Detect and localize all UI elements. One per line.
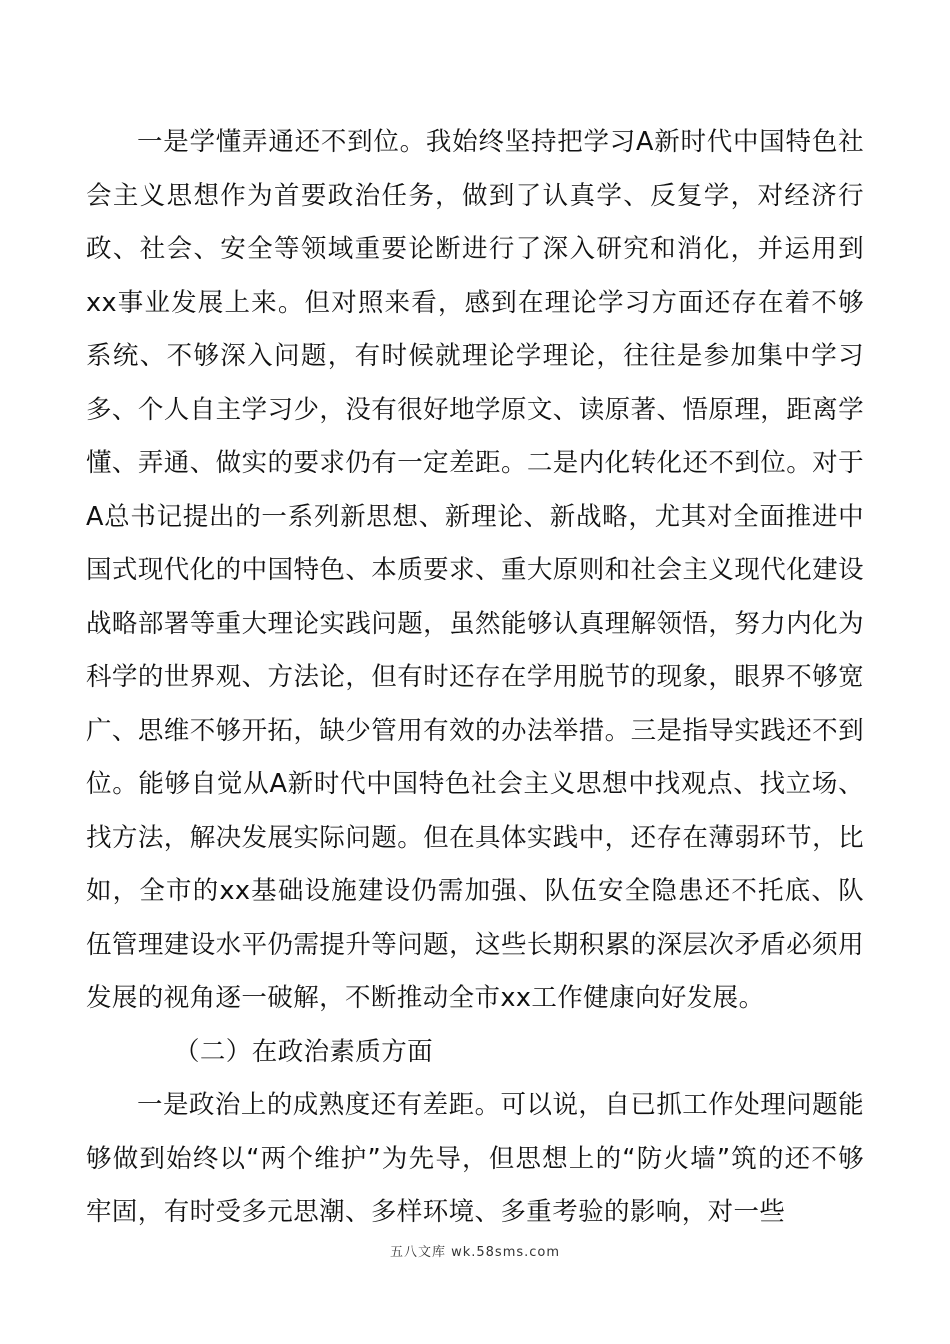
footer-watermark: 五八文库 wk.58sms.com (389, 1245, 561, 1260)
paragraph-political-maturity: 一是政治上的成熟度还有差距。可以说，自已抓工作处理问题能够做到始终以“两个维护”为先导，但思想上的“防火墙”筑的还不够牢固，有时受多元思潮、多样环境、多重考验的影响，对一些 (86, 1090, 864, 1227)
document-body (86, 116, 864, 1240)
paragraph-theory-study: 一是学懂弄通还不到位。我始终坚持把学习A新时代中国特色社会主义思想作为首要政治任务，做到了认真学、反复学，对经济行政、社会、安全等领域重要论断进行了深入研究和消化，并运用到xx事业发展上来。但对照来看，感到在理论学习方面还存在着不够系统、不够深入问题，有时候就理论学理论，往往是参加集中学习多、个人自主学习少，没有很好地学原文、读原著、悟原理，距离学懂、弄通、做实的要求仍有一定差距。二是内化转化还不到位。对于A总书记提出的一系列新思想、新理论、新战略，尤其对全面推进中国式现代化的中国特色、本质要求、重大原则和社会主义现代化建设战略部署等重大理论实践问题，虽然能够认真理解领悟，努力内化为科学的世界观、方法论，但有时还存在学用脱节的现象，眼界不够宽广、思维不够开拓，缺少管用有效的办法举措。三是指导实践还不到位。能够自觉从A新时代中国特色社会主义思想中找观点、找立场、找方法，解决发展实际问题。但在具体实践中，还存在薄弱环节，比如，全市的xx基础设施建设仍需加强、队伍安全隐患还不托底、队伍管理建设水平仍需提升等问题，这些长期积累的深层次矛盾必须用发展的视角逐一破解，不断推动全市xx工作健康向好发展。 (86, 127, 864, 1013)
section-heading-political-quality: （二）在政治素质方面 (174, 1036, 434, 1067)
